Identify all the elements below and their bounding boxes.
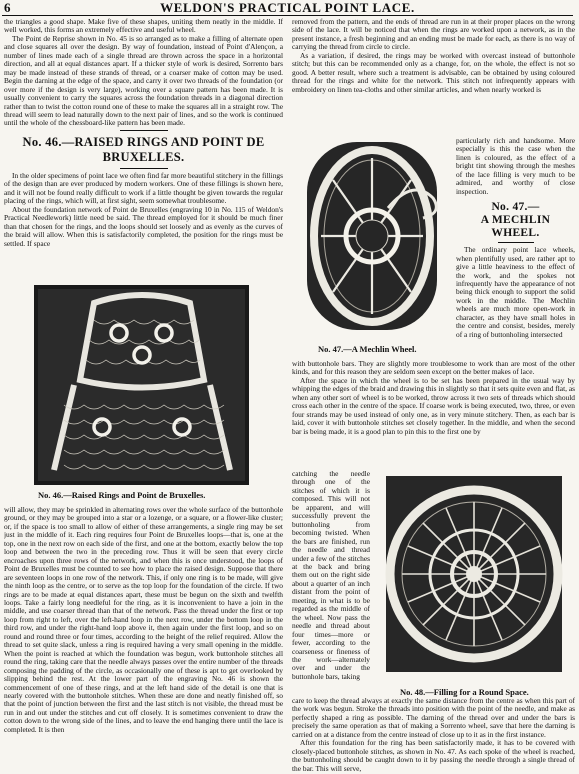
divider: [498, 242, 534, 243]
section-47-heading-line: WHEEL.: [491, 227, 540, 240]
paragraph: After this foundation for the ring has been satisfactorily made, it has to be covered with closely-placed buttonhole stitches, as shown in No. 47. As each spoke of the wheel is reached, the buttonholing should be caught down to it by passing the needle through a single thread of the bar. This will serve,: [292, 738, 575, 773]
figure-48-illustration: [376, 472, 572, 682]
right-column-middle: [292, 360, 575, 470]
paragraph: will allow, they may be sprinkled in alternating rows over the whole surface of the buttonhole ground, or they may be grouped into a star or a lozenge, or a square, or a flower-like cluster; or, if the space is too small to allow of either of these arrangements, a single ring may be set just in the middle of it. Each ring requires four Point de Bruxelles loops—that is, one at the top, one in the next row on each side of the first, and one at the bottom, exactly below the top loop and between the two in the preceding row. Thus it will be seen that every circle encroaches upon three rows of the network, and when this is once understood, the loops of Point de Bruxelles must be counted to see how to place the raised design. Suppose that there are seventeen loops in one row of the network. This, if only one ring is to be made, will give the ninth loop as the centre, or to serve as the top loop for the foundation of the circle. If two rings are to be made at equal distances apart, these must be begun on the sixth and twelfth loops. Take a fairly long needleful for the ring, as it is inconvenient to have a join in the middle, and use coarser thread than that of the network. Pass the thread under the first or top loop from right to left, over the left-hand loop in the next row, under the bottom loop in the third row, and under the right-hand loop above it, then again under the first loop, and so on round and round three or four times, according to the height of the relief required. Allow the thread to set quite slack, unless a ring is required having a very small opening in the middle. When the point is reached at which the foundation was begun, work buttonhole stitches all round the ring, taking care that the needle always passes over the entire number of the threads composing the padding of the circle, as occasionally one of these is apt to get overlooked by slipping behind the rest. At the lower part of the engraving No. 46 is shown the commencement of one of these rings, and at the left hand side of the detail is one that is nearly covered with the buttonhole stitches. When these are done and neatly finished off, so that the point of junction between the first and the last stitch is not visible, the thread must be run in and out under the stitches and cut off closely. It is sometimes convenient to draw the cotton down to the wrong side of the lines, and to leave the end hanging there until the lace is completed. It is then: [4, 506, 283, 734]
paragraph: the triangles a good shape. Make five of these shapes, uniting them neatly in the middle. If well worked, this forms an extremely effective and useful wheel.: [4, 18, 283, 35]
paragraph: The Point de Reprise shown in No. 45 is so arranged as to make a filling of alternate open and close squares all over the design. By way of foundation, instead of Point d'Alençon, a number of lines made each of a single thread are thrown across the space in a horizontal direction, and all at equal distances apart. If a thicker style of work is desired, Sorrento bars may be made instead of these strands of thread, or a coarser make of cotton may be used. Begin the darning at the edge of the space, and carry it over two threads of the foundation (or over more if the design is very large), working over a square pattern has been made. It is usually convenient to carry the squares across the foundation threads in a diagonal direction rather than to twist the cotton round one of these to make the squares all in a straight row. The thread will seem to lead naturally down to the next pair of lines, and so the work is continued until the whole of the chessboard-like pattern has been made.: [4, 33, 283, 128]
paragraph: particularly rich and handsome. More especially is this the case when the linen is coloured, as the effect of a bright tint showing through the meshes of the lace filling is very much to be admired, and worthy of close inspection.: [456, 137, 575, 196]
divider: [120, 130, 168, 131]
paragraph: As a variation, if desired, the rings may be worked with overcast instead of buttonhole stitch; but this can be recommended only as a change, for, on the whole, the effect is not so good. A better result, where such a treatment is advisable, can be obtained by using coloured thread for the rings and white for the network. This stitch not infrequently appears with embroidery on linen tea-cloths and other similar articles, and when nearly worked is: [292, 50, 575, 94]
section-47-heading: [456, 201, 575, 240]
page-title: WELDON'S PRACTICAL POINT LACE.: [160, 0, 415, 15]
section-47-heading-line: No. 47.—: [491, 201, 540, 214]
right-narrow-column: [456, 137, 575, 359]
left-column-top: [4, 18, 283, 280]
paragraph: In the older specimens of point lace we often find far more beautiful stitchery in the fillings of the design than are ever produced by modern workers. One of these fillings is shown here, and it will not be found really difficult to work if a little thought be given towards the regular placing of the rings, which will, at first sight, seem somewhat troublesome.: [4, 170, 283, 206]
figure-48-caption: No. 48.—Filling for a Round Space.: [400, 687, 529, 697]
figure-46-caption: No. 46.—Raised Rings and Point de Bruxelles.: [38, 490, 206, 500]
divider: [120, 168, 168, 169]
page-header: [2, 0, 573, 14]
paragraph: About the foundation network of Point de Bruxelles (engraving 10 in No. 115 of Weldon's Practical Needlework) little need be said. The thread employed for it should be much finer than that chosen for the rings, and the loops should set loosely and as evenly as the curves of the braid will allow. When this is satisfactorily completed, the position for the rings must be settled. If space: [4, 204, 283, 248]
left-column-bottom: [4, 506, 283, 772]
right-column-top: [292, 18, 575, 136]
paragraph: removed from the pattern, and the ends of thread are run in at their proper places on the wrong side of the lace. It will be noticed that when the rings are worked upon a network, as in the present instance, a fresh beginning and an ending must be made for each, as there is no way of carrying the thread from circle to circle.: [292, 18, 575, 52]
paragraph: The ordinary point lace wheels, when plentifully used, are rather apt to give a little heaviness to the effect of the work, and the spokes not infrequently have the appearance of not being thick enough to support the solid work in the middle. The Mechlin wheels are much more open-work in character, as they have small holes in the centre and consist, besides, merely of a ring of buttonholing intersected: [456, 245, 575, 339]
page-number: 6: [4, 0, 11, 15]
paragraph: with buttonhole bars. They are slightly more troublesome to work than are most of the other kinds, and for this reason they are seldom seen except on the better makes of lace.: [292, 360, 575, 377]
figure-46-illustration: [34, 285, 249, 485]
right-column-bottom: [292, 697, 575, 774]
paragraph: catching the needle through one of the stitches of which it is composed. This will not be apparent, and will successfully prevent the buttonholing from becoming twisted. When the bars are finished, run the needle and thread under a few of the stitches at the back and bring them out on the right side about a quarter of an inch distant from the point of meeting, in what is to be regarded as the middle of the wheel. Now pass the needle and thread about four times—more or fewer, according to the coarseness or fineness of the work—alternately over and under the buttonhole bars, taking: [292, 470, 370, 681]
figure-47-illustration: [293, 138, 451, 338]
section-47-heading-line: A MECHLIN: [480, 214, 551, 227]
section-46-heading: No. 46.—RAISED RINGS AND POINT DE BRUXELLES.: [22, 134, 265, 164]
paragraph: care to keep the thread always at exactly the same distance from the centre as when this part of the work was begun. Stroke the threads into position with the point of the needle, and make as perfectly shaped a ring as possible. The darning of the thread over and under the bars is precisely the same operation as that of making a Sorrento wheel, save that here the darning is carried on at a distance from the centre instead of close up to it as in the first instance.: [292, 697, 575, 739]
figure-47-caption: No. 47.—A Mechlin Wheel.: [318, 344, 417, 354]
right-column-narrow-left: [292, 470, 370, 696]
paragraph: After the space in which the wheel is to be set has been prepared in the usual way by whipping the edges of the braid and drawing this in slightly so that it sets quite even and flat, as when any other sort of wheel is to be worked, throw across it two sets of threads which should cross each other in the centre of the space. If coarse work is being executed, two, three, or even four strands may be used instead of only one, as in very minute stitchery. Then, as each bar is laid, cover it with buttonhole stitches set closely together. In the middle, and when the second bar is being made, it is a good plan to pin this to the first one by: [292, 375, 575, 436]
header-rule: [2, 15, 573, 16]
